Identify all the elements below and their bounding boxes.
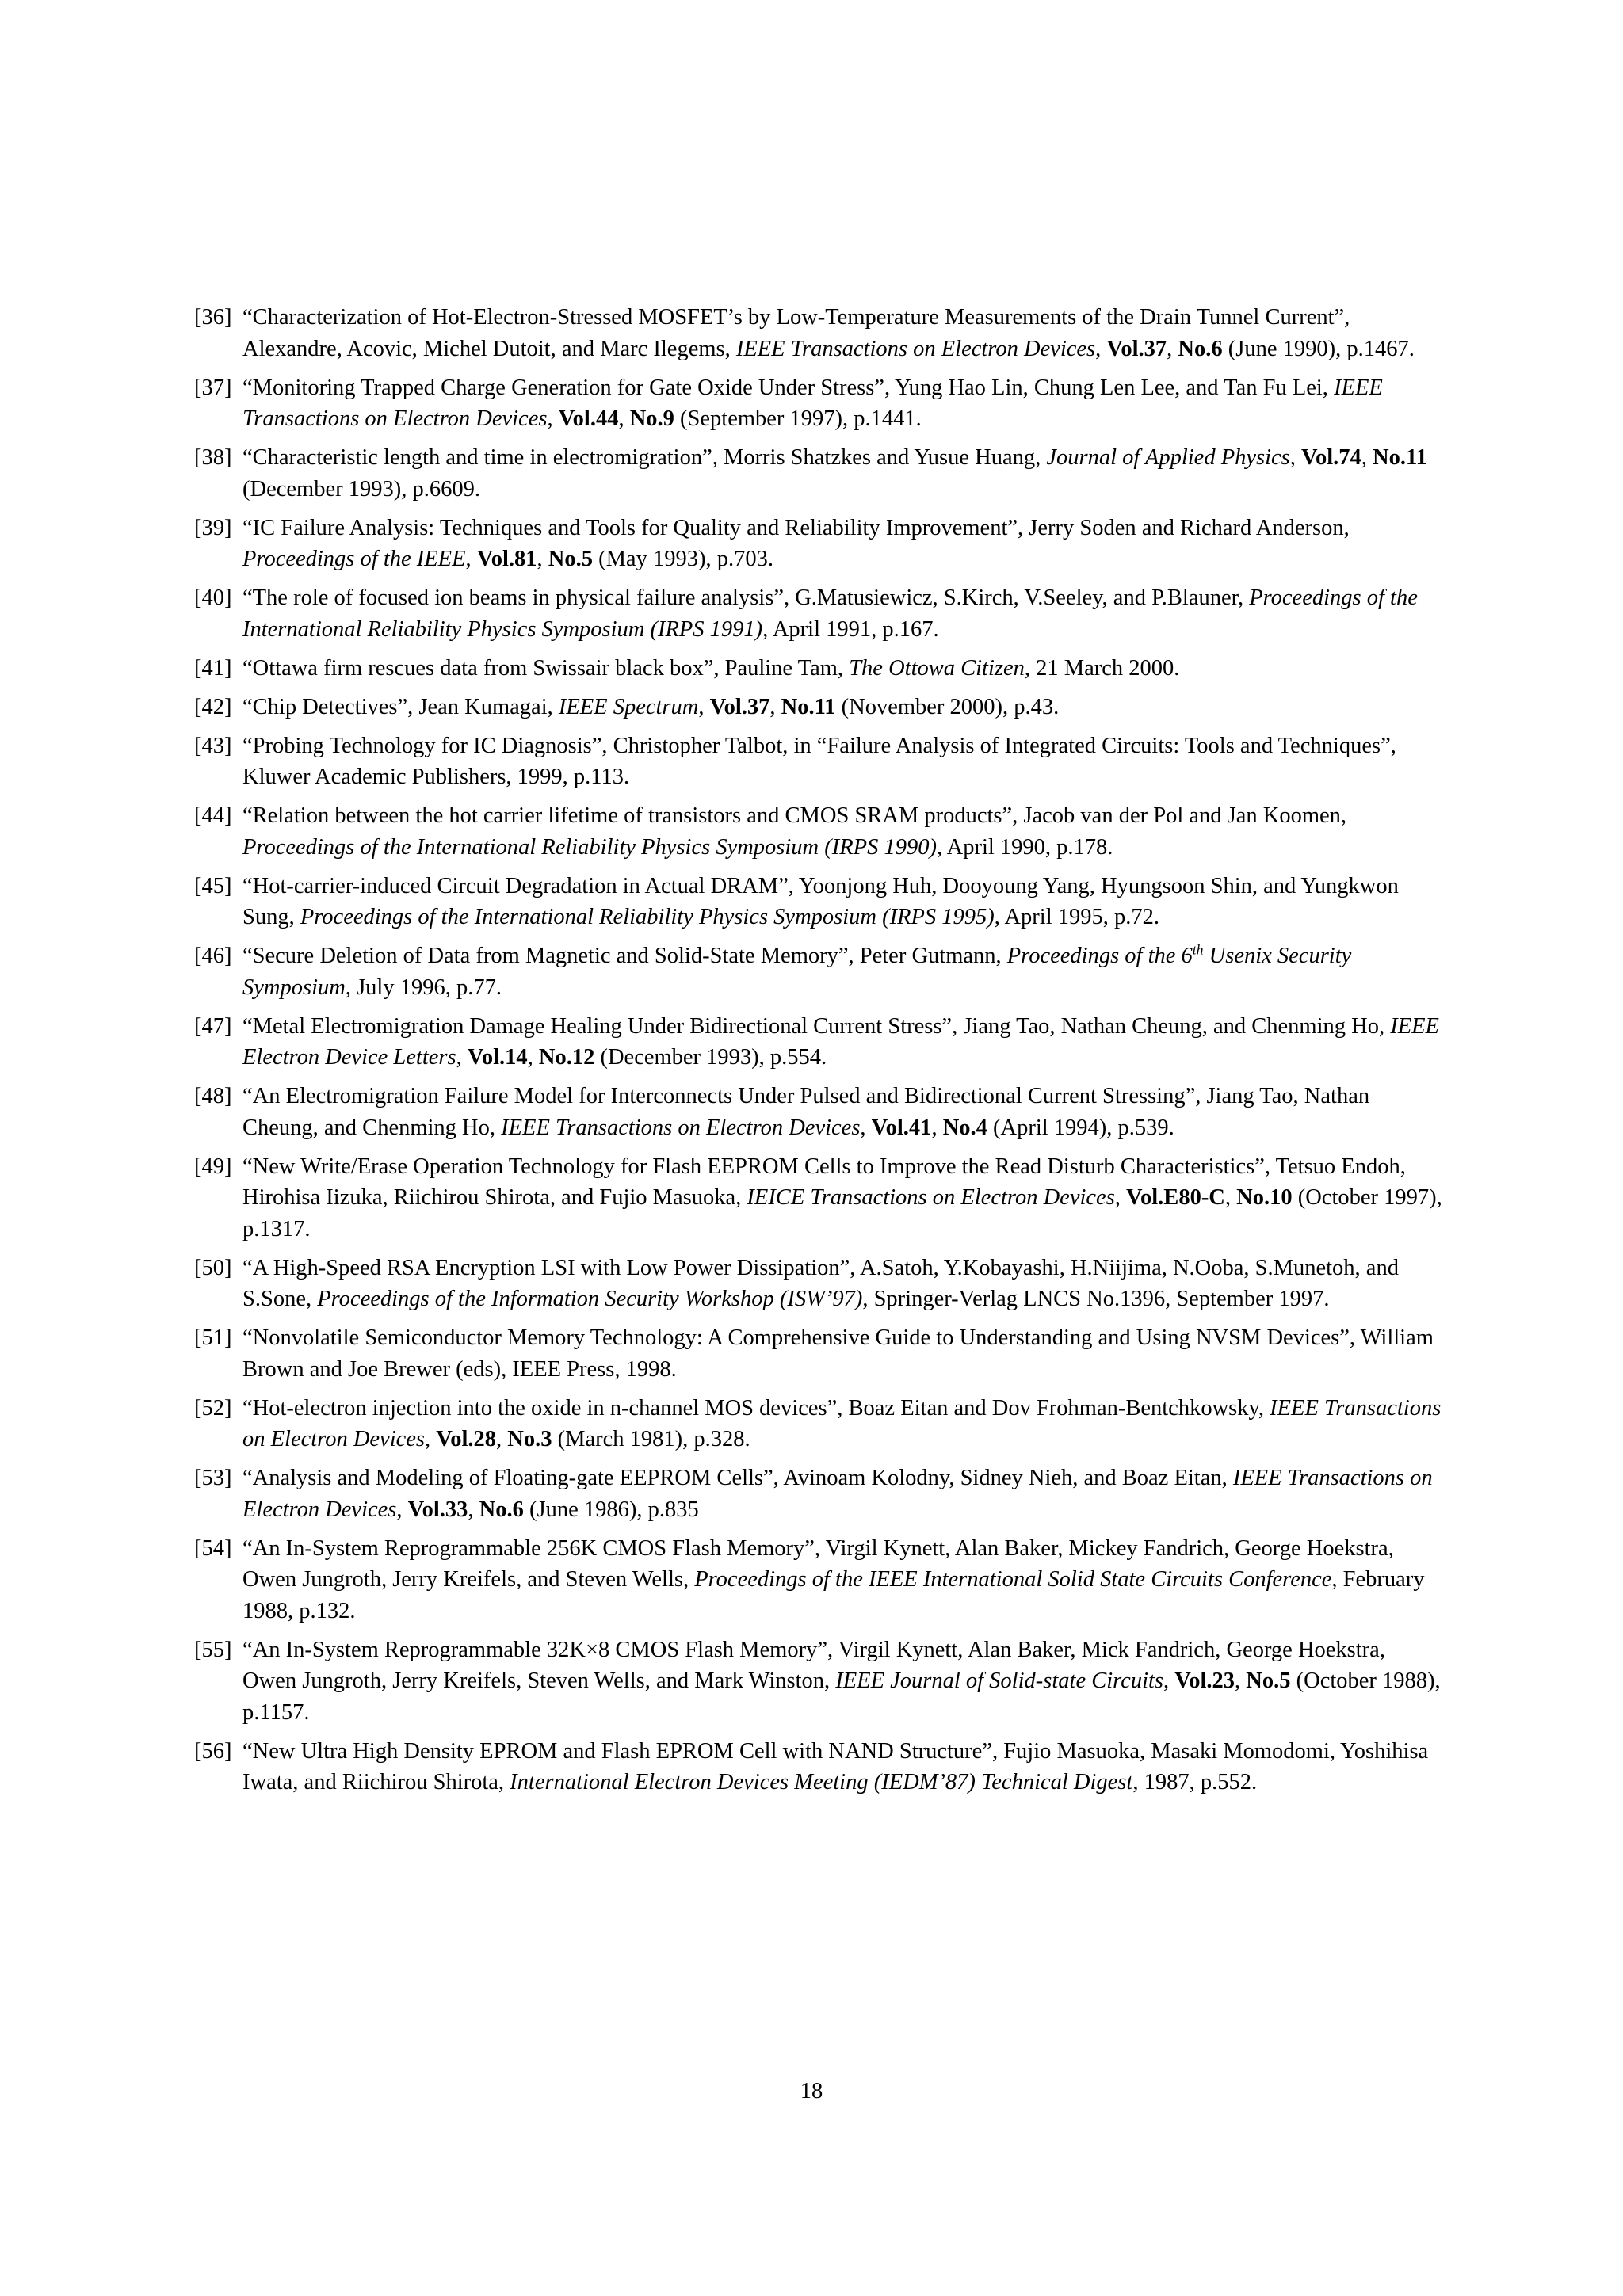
page-number: 18 bbox=[800, 2079, 823, 2103]
reference-volume-issue: No.11 bbox=[781, 694, 836, 719]
reference-volume-issue: No.9 bbox=[629, 406, 674, 431]
reference-text bbox=[242, 1151, 1442, 1245]
reference-entry bbox=[194, 582, 1442, 645]
reference-segment: “Characteristic length and time in electromigration”, Morris Shatzkes and Yusue Huang, bbox=[242, 445, 1047, 470]
reference-venue: IEEE Transactions on Electron Devices bbox=[242, 375, 1383, 431]
reference-volume-issue: No.11 bbox=[1373, 445, 1427, 470]
reference-number: [46] bbox=[194, 944, 232, 968]
reference-venue: Journal of Applied Physics bbox=[1046, 445, 1290, 470]
reference-text bbox=[242, 442, 1442, 505]
reference-segment: , bbox=[527, 1045, 539, 1070]
reference-segment: , bbox=[1289, 445, 1302, 470]
reference-venue: IEEE Transactions on Electron Devices bbox=[242, 1466, 1433, 1522]
reference-text bbox=[242, 871, 1442, 933]
reference-segment: , bbox=[1235, 1669, 1247, 1693]
reference-number: [49] bbox=[194, 1154, 232, 1179]
reference-segment: “New Write/Erase Operation Technology for Flash EEPROM Cells to Improve the Read Disturb Characteristics”, Tetsuo Endoh, Hirohisa Iizuka, Riichirou Shirota, and Fujio Masuoka, bbox=[242, 1154, 1406, 1210]
reference-superscript: th bbox=[1192, 941, 1204, 958]
reference-volume-issue: No.6 bbox=[479, 1497, 524, 1522]
reference-segment: “Secure Deletion of Data from Magnetic and Solid-State Memory”, Peter Gutmann, bbox=[242, 944, 1007, 968]
reference-number: [36] bbox=[194, 305, 232, 330]
reference-text bbox=[242, 582, 1442, 645]
reference-number: [54] bbox=[194, 1535, 232, 1561]
reference-entry bbox=[194, 1151, 1442, 1245]
reference-entry bbox=[194, 730, 1442, 793]
reference-segment: , bbox=[396, 1497, 408, 1522]
reference-venue: IEEE Transactions on Electron Devices bbox=[242, 1395, 1442, 1451]
reference-venue: IEEE Transactions on Electron Devices bbox=[501, 1115, 861, 1140]
reference-text bbox=[242, 1634, 1442, 1729]
reference-text bbox=[242, 1253, 1442, 1315]
reference-segment: , bbox=[860, 1115, 872, 1140]
reference-number: [37] bbox=[194, 375, 232, 400]
reference-entry bbox=[194, 1011, 1442, 1074]
reference-number: [41] bbox=[194, 655, 232, 681]
reference-segment: , bbox=[537, 547, 548, 571]
reference-number: [40] bbox=[194, 585, 232, 610]
reference-list bbox=[194, 302, 1442, 1806]
reference-entry bbox=[194, 302, 1442, 364]
reference-volume-issue: Vol.37 bbox=[709, 694, 770, 719]
reference-segment: (June 1990), p.1467. bbox=[1222, 336, 1415, 361]
reference-number: [51] bbox=[194, 1325, 232, 1350]
reference-segment: , bbox=[468, 1497, 479, 1522]
reference-segment: (May 1993), p.703. bbox=[592, 547, 773, 571]
reference-segment: “Relation between the hot carrier lifetime of transistors and CMOS SRAM products”, Jacob van der Pol and Jan Koomen, bbox=[242, 803, 1347, 828]
reference-entry bbox=[194, 1533, 1442, 1627]
reference-segment: “Ottawa firm rescues data from Swissair black box”, Pauline Tam, bbox=[242, 655, 850, 681]
reference-segment: (June 1986), p.835 bbox=[523, 1497, 699, 1522]
reference-volume-issue: Vol.81 bbox=[476, 547, 537, 571]
reference-volume-issue: No.6 bbox=[1178, 336, 1223, 361]
reference-entry bbox=[194, 1081, 1442, 1143]
reference-entry bbox=[194, 1463, 1442, 1525]
reference-volume-issue: No.12 bbox=[538, 1045, 595, 1070]
reference-number: [55] bbox=[194, 1637, 232, 1662]
reference-venue: IEEE Journal of Solid-state Circuits bbox=[835, 1669, 1164, 1693]
reference-text bbox=[242, 800, 1442, 863]
reference-segment: , 1987, p.552. bbox=[1132, 1770, 1258, 1794]
reference-number: [50] bbox=[194, 1255, 232, 1280]
reference-segment: , bbox=[1163, 1669, 1175, 1693]
reference-volume-issue: Vol.E80-C bbox=[1126, 1185, 1225, 1210]
reference-segment: (March 1981), p.328. bbox=[552, 1427, 750, 1451]
reference-venue: IEEE Spectrum bbox=[558, 694, 699, 719]
reference-entry bbox=[194, 940, 1442, 1003]
reference-entry bbox=[194, 513, 1442, 575]
reference-segment: “IC Failure Analysis: Techniques and Tools for Quality and Reliability Improvement”, Jerry Soden and Richard Anderson, bbox=[242, 515, 1350, 540]
reference-volume-issue: No.10 bbox=[1236, 1185, 1293, 1210]
reference-number: [44] bbox=[194, 803, 232, 828]
reference-entry bbox=[194, 1322, 1442, 1385]
reference-entry bbox=[194, 1736, 1442, 1798]
reference-number: [45] bbox=[194, 873, 232, 898]
reference-entry bbox=[194, 653, 1442, 685]
reference-venue: Usenix Security Symposium bbox=[242, 944, 1352, 1000]
reference-segment: , bbox=[618, 406, 630, 431]
reference-segment: , bbox=[496, 1427, 508, 1451]
reference-segment: “Chip Detectives”, Jean Kumagai, bbox=[242, 694, 559, 719]
reference-venue: Proceedings of the International Reliability Physics Symposium (IRPS 1990) bbox=[242, 834, 937, 860]
reference-volume-issue: No.3 bbox=[507, 1427, 552, 1451]
reference-volume-issue: Vol.41 bbox=[871, 1115, 932, 1140]
reference-segment: “Analysis and Modeling of Floating-gate EEPROM Cells”, Avinoam Kolodny, Sidney Nieh, and Boaz Eitan, bbox=[242, 1466, 1233, 1490]
reference-text bbox=[242, 302, 1442, 364]
reference-volume-issue: Vol.14 bbox=[467, 1045, 528, 1070]
reference-venue: IEEE Electron Device Letters bbox=[242, 1013, 1439, 1070]
reference-segment: “An Electromigration Failure Model for Interconnects Under Pulsed and Bidirectional Current Stressing”, Jiang Tao, Nathan Cheung, and Chenming Ho, bbox=[242, 1084, 1370, 1140]
reference-text bbox=[242, 1011, 1442, 1074]
reference-venue: The Ottowa Citizen bbox=[849, 655, 1025, 681]
reference-volume-issue: No.5 bbox=[548, 547, 593, 571]
reference-segment: , July 1996, p.77. bbox=[345, 974, 502, 1000]
reference-number: [43] bbox=[194, 733, 232, 758]
reference-text bbox=[242, 1736, 1442, 1798]
reference-entry bbox=[194, 442, 1442, 505]
reference-volume-issue: No.5 bbox=[1246, 1669, 1291, 1693]
reference-number: [47] bbox=[194, 1013, 232, 1039]
reference-segment: (April 1994), p.539. bbox=[987, 1115, 1174, 1140]
reference-volume-issue: Vol.23 bbox=[1174, 1669, 1235, 1693]
reference-text bbox=[242, 1322, 1442, 1385]
reference-venue: Proceedings of the 6 bbox=[1006, 944, 1193, 968]
reference-entry bbox=[194, 871, 1442, 933]
reference-segment: “Nonvolatile Semiconductor Memory Technology: A Comprehensive Guide to Understanding and Using NVSM Devices”, William Brown and Joe Brewer (eds), IEEE Press, 1998. bbox=[242, 1325, 1434, 1382]
reference-segment: , bbox=[1167, 336, 1178, 361]
reference-segment: , April 1991, p.167. bbox=[762, 616, 939, 642]
reference-venue: IEEE Transactions on Electron Devices bbox=[735, 336, 1096, 361]
reference-segment: “The role of focused ion beams in physical failure analysis”, G.Matusiewicz, S.Kirch, V.Seeley, and P.Blauner, bbox=[242, 585, 1250, 610]
reference-segment: , bbox=[769, 694, 781, 719]
reference-segment: , bbox=[1095, 336, 1107, 361]
reference-entry bbox=[194, 1253, 1442, 1315]
reference-segment: , bbox=[1114, 1185, 1127, 1210]
reference-volume-issue: Vol.44 bbox=[558, 406, 619, 431]
reference-volume-issue: Vol.33 bbox=[407, 1497, 468, 1522]
reference-segment: , bbox=[698, 694, 710, 719]
reference-text bbox=[242, 513, 1442, 575]
reference-number: [42] bbox=[194, 694, 232, 719]
reference-segment: “A High-Speed RSA Encryption LSI with Low Power Dissipation”, A.Satoh, Y.Kobayashi, H.Niijima, N.Ooba, S.Munetoh, and S.Sone, bbox=[242, 1255, 1399, 1311]
reference-segment: , bbox=[1224, 1185, 1237, 1210]
reference-entry bbox=[194, 800, 1442, 863]
reference-segment: (December 1993), p.6609. bbox=[242, 476, 480, 502]
reference-venue: Proceedings of the Information Security Workshop (ISW’97) bbox=[317, 1287, 863, 1311]
reference-segment: (December 1993), p.554. bbox=[594, 1045, 827, 1070]
reference-number: [52] bbox=[194, 1395, 232, 1421]
reference-segment: , bbox=[547, 406, 559, 431]
reference-entry bbox=[194, 372, 1442, 435]
reference-volume-issue: Vol.37 bbox=[1106, 336, 1167, 361]
reference-number: [38] bbox=[194, 445, 232, 470]
reference-text bbox=[242, 1081, 1442, 1143]
reference-segment: , 21 March 2000. bbox=[1024, 655, 1180, 681]
reference-segment: (November 2000), p.43. bbox=[835, 694, 1060, 719]
reference-number: [39] bbox=[194, 515, 232, 540]
reference-text bbox=[242, 1393, 1442, 1455]
reference-number: [48] bbox=[194, 1084, 232, 1108]
reference-entry bbox=[194, 1393, 1442, 1455]
reference-segment: , April 1995, p.72. bbox=[994, 905, 1160, 929]
reference-segment: , bbox=[425, 1427, 437, 1451]
reference-number: [53] bbox=[194, 1466, 232, 1490]
reference-segment: “Metal Electromigration Damage Healing Under Bidirectional Current Stress”, Jiang Tao, Nathan Cheung, and Chenming Ho, bbox=[242, 1013, 1391, 1039]
reference-venue: IEICE Transactions on Electron Devices bbox=[747, 1185, 1115, 1210]
reference-number: [56] bbox=[194, 1738, 232, 1764]
reference-segment: “Characterization of Hot-Electron-Stressed MOSFET’s by Low-Temperature Measurements of the Drain Tunnel Current”, Alexandre, Acovic, Michel Dutoit, and Marc Ilegems, bbox=[242, 305, 1350, 361]
reference-text bbox=[242, 730, 1442, 793]
reference-segment: “An In-System Reprogrammable 32K×8 CMOS Flash Memory”, Virgil Kynett, Alan Baker, Mick Fandrich, George Hoekstra, Owen Jungroth, Jerry Kreifels, Steven Wells, and Mark Winston, bbox=[242, 1637, 1385, 1693]
reference-segment: “Hot-carrier-induced Circuit Degradation in Actual DRAM”, Yoonjong Huh, Dooyoung Yang, Hyungsoon Shin, and Yungkwon Sung, bbox=[242, 873, 1399, 929]
reference-text bbox=[242, 1533, 1442, 1627]
reference-text bbox=[242, 653, 1442, 685]
reference-entry bbox=[194, 692, 1442, 723]
reference-text bbox=[242, 1463, 1442, 1525]
reference-venue: Proceedings of the IEEE International Solid State Circuits Conference bbox=[694, 1567, 1332, 1592]
reference-segment: “Hot-electron injection into the oxide in n-channel MOS devices”, Boaz Eitan and Dov Frohman-Bentchkowsky, bbox=[242, 1395, 1270, 1421]
reference-volume-issue: Vol.74 bbox=[1301, 445, 1361, 470]
reference-segment: (October 1988), p.1157. bbox=[242, 1669, 1441, 1725]
reference-venue: Proceedings of the International Reliability Physics Symposium (IRPS 1995) bbox=[300, 905, 995, 929]
reference-segment: “Monitoring Trapped Charge Generation for Gate Oxide Under Stress”, Yung Hao Lin, Chung Len Lee, and Tan Fu Lei, bbox=[242, 375, 1335, 400]
reference-segment: (September 1997), p.1441. bbox=[674, 406, 922, 431]
reference-segment: “New Ultra High Density EPROM and Flash EPROM Cell with NAND Structure”, Fujio Masuoka, Masaki Momodomi, Yoshihisa Iwata, and Riichirou Shirota, bbox=[242, 1738, 1429, 1794]
reference-segment: , bbox=[931, 1115, 943, 1140]
reference-segment: , bbox=[456, 1045, 468, 1070]
reference-text bbox=[242, 940, 1442, 1003]
reference-segment: , April 1990, p.178. bbox=[936, 834, 1113, 860]
reference-venue: Proceedings of the International Reliability Physics Symposium (IRPS 1991) bbox=[242, 585, 1418, 642]
reference-venue: International Electron Devices Meeting (IEDM’87) Technical Digest bbox=[510, 1770, 1133, 1794]
reference-segment: , bbox=[1361, 445, 1373, 470]
reference-entry bbox=[194, 1634, 1442, 1729]
reference-segment: , Springer-Verlag LNCS No.1396, September 1997. bbox=[862, 1287, 1330, 1311]
reference-segment: , February 1988, p.132. bbox=[242, 1567, 1425, 1623]
reference-segment: (October 1997), p.1317. bbox=[242, 1185, 1442, 1241]
reference-volume-issue: No.4 bbox=[942, 1115, 987, 1140]
reference-segment: , bbox=[465, 547, 477, 571]
reference-segment: “Probing Technology for IC Diagnosis”, Christopher Talbot, in “Failure Analysis of Integrated Circuits: Tools and Techniques”, Kluwer Academic Publishers, 1999, p.113. bbox=[242, 733, 1396, 789]
reference-volume-issue: Vol.28 bbox=[436, 1427, 497, 1451]
reference-segment: “An In-System Reprogrammable 256K CMOS Flash Memory”, Virgil Kynett, Alan Baker, Mickey Fandrich, George Hoekstra, Owen Jungroth, Jerry Kreifels, and Steven Wells, bbox=[242, 1535, 1394, 1592]
reference-text bbox=[242, 692, 1442, 723]
reference-text bbox=[242, 372, 1442, 435]
reference-venue: Proceedings of the IEEE bbox=[242, 547, 466, 571]
